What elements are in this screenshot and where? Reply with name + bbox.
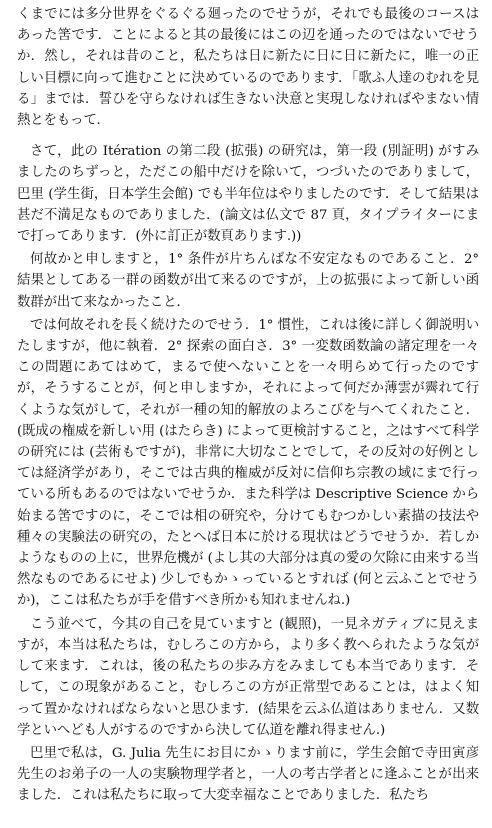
paragraph-6: 巴里で私は，G. Julia 先生にお目にかゝります前に，学生会館で寺田寅彦先生のお弟子の一人の実験物理学者と，一人の考古学者とに逢ふことが出来ました．これは私たちに取って大変幸福なことでありました．私たち — [17, 745, 479, 804]
document-page — [17, 4, 479, 809]
paragraph-5: こう並べて，今其の自己を見ていますと (観照)，一見ネガティブに見えますが，本当は私たちは，むしろこの方から，より多く教へられたような気がして来ます．これは，後の私たちの歩み方をみましても本当であります．そして，この現象があること，むしろこの方が正常型であることは，はよく知って置かなければならないと思ひます．(結果を云ふ仏道はありません．又数学といへども人がするのですから決して仏道を離れ得ません.) — [17, 616, 479, 738]
paragraph-4: では何故それを長く続けたのでせう．1° 慣性，これは後に詳しく御説明いたしますが，他に執着．2° 探索の面白さ．3° 一変数函数論の諸定理を一々この問題にあてはめて，まるで使へないことを一々明らめて行ったのですが，そうすることが，何と申しますか，それによって何だか薄雲が霽れて行くような気がして，それが一種の知的解放のよろこびを与へてくれたこと．(既成の権威を新しい用 (はたらき) によって更検討すること，之はすべて科学の研究には (芸術もですが)，非常に大切なことでして，その反対の好例としては経済学があり，そこでは古典的権威が反対に信仰ち宗教の域にまで行っている所もあるのではないでせうか．また科学は Descriptive Science から始まる筈ですのに，そこでは相の研究や，分けてもむつかしい素描の技法や種々の実験法の研究の，たとへば日本に於ける現状はどうでせうか．若しかようなものの上に，世界危機が (よし其の大部分は真の愛の欠除に由来する当然なものであるにせよ) 少しでもかゝっているとすれば (何と云ふことでせうか)，ここは私たちが手を借すべき所かも知れませんね.) — [17, 317, 480, 609]
paragraph-2: さて，此の Itération の第二段 (拡張) の研究は，第一段 (別証明) がすみましたのちずっと，ただこの船中だけを除いて，つづいたのでありまして，巴里 (学生街，日本学生会館) でも半年位はやりましたのです．そして結果は甚だ不満足なものでありました．(論文は仏文で 87 頁，タイプライターにまで打ってあります．(外に訂正が数頁あります.)) — [17, 144, 479, 245]
paragraph-3: 何故かと申しますと，1° 条件が片ちんばな不安定なものであること．2° 結果としてある一群の函数が出て来るのですが，上の拡張によって新しい函数群が出て来なかったこと． — [17, 252, 479, 310]
paragraph-1: くまでには多分世界をぐるぐる廻ったのでせうが，それでも最後のコースはあった筈です．ことによると其の最後にはこの辺を通ったのではないでせうか．然し，それは昔のこと，私たちは日に新たに日に日に新たに，唯一の正しい目標に向って進むことに決めているのであります．「歌ふ人達のむれを見る」までは．誓ひを守らなければ生きない決意と実現しなければやまない情熱とをもって． — [17, 7, 479, 129]
